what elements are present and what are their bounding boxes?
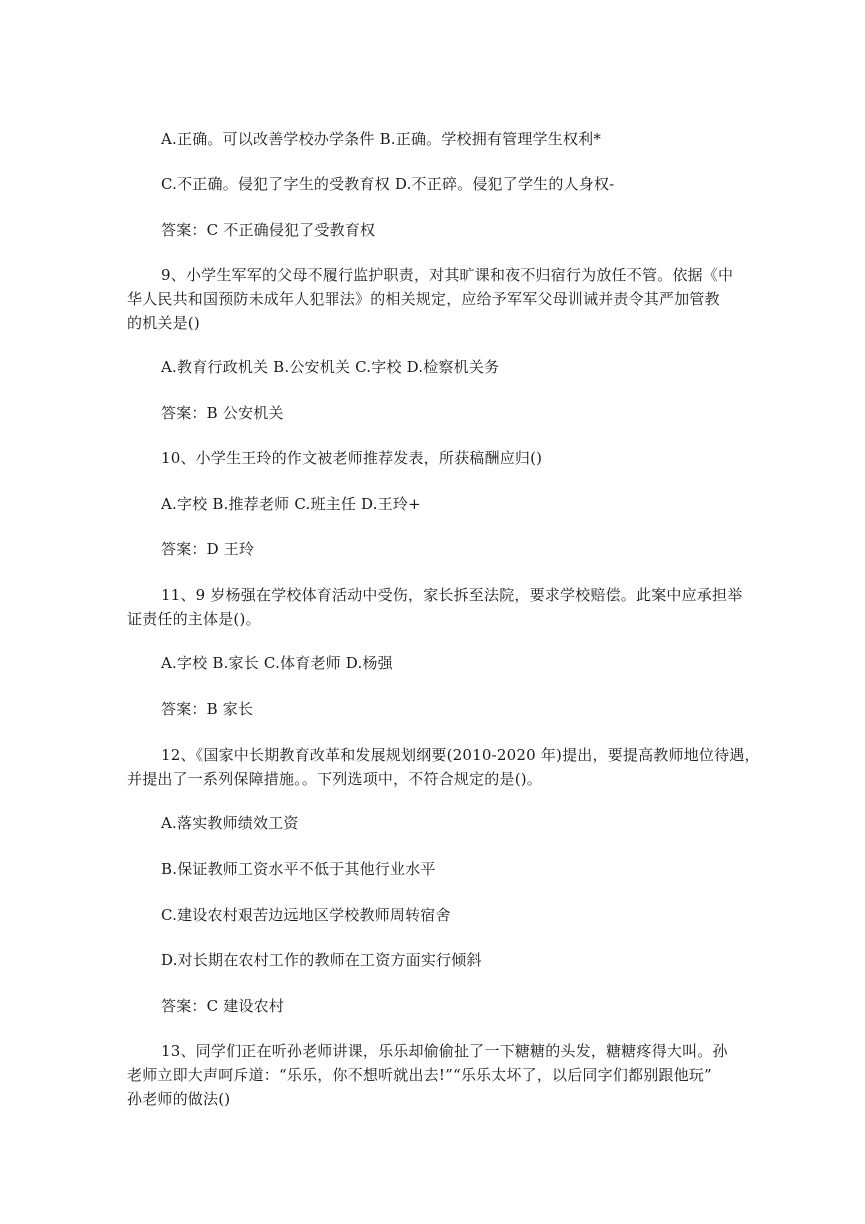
q12-option-a: A.落实教师绩效工资 [161, 814, 299, 832]
q12-stem-line-1: 12、《国家中长期教育改革和发展规划纲要(2010-2020 年)提出，要提高教师地位待遇， [161, 746, 760, 764]
q8-answer: 答案：C 不正确侵犯了受教育权 [161, 221, 376, 239]
q8-options-line-2: C.不正确。侵犯了字生的受教育权 D.不正碎。侵犯了学生的人身权- [161, 175, 615, 193]
q13-stem-line-3: 孙老师的做法() [127, 1090, 231, 1108]
q11-stem [127, 583, 743, 631]
q12-answer: 答案：C 建设农村 [161, 997, 285, 1015]
q9-options: A.教育行政机关 B.公安机关 C.字校 D.检察机关务 [161, 358, 500, 376]
q11-stem-line-2: 证责任的主体是()。 [127, 610, 261, 628]
q13-stem-line-2: 老师立即大声呵斥道：“乐乐，你不想听就出去!”“乐乐太坏了，以后同字们都别跟他玩” [127, 1066, 712, 1084]
q9-stem-line-3: 的机关是() [127, 314, 200, 332]
q12-option-b: B.保证教师工资水平不低于其他行业水平 [161, 860, 436, 878]
q8-options-line-1: A.正确。可以改善学校办学条件 B.正确。学校拥有管理学生权利* [161, 130, 602, 148]
q9-answer: 答案：B 公安机关 [161, 404, 284, 422]
q12-option-d: D.对长期在农村工作的教师在工资方面实行倾斜 [161, 951, 482, 969]
q9-stem-line-1: 9、小学生军军的父母不履行监护职责，对其旷课和夜不归宿行为放任不管。依据《中 [161, 266, 734, 284]
q12-stem-line-2: 并提出了一系列保障措施。。下列选项中，不符合规定的是()。 [127, 770, 543, 788]
q11-answer: 答案：B 家长 [161, 700, 254, 718]
q12-option-c: C.建设农村艰苦边远地区学校教师周转宿舍 [161, 906, 451, 924]
q11-options: A.字校 B.家长 C.体育老师 D.杨强 [161, 654, 393, 672]
q13-stem-line-1: 13、同学们正在听孙老师讲课，乐乐却偷偷扯了一下糖糖的头发，糖糖疼得大叫。孙 [161, 1042, 728, 1060]
q9-stem-line-2: 华人民共和国预防未成年人犯罪法》的相关规定，应给予军军父母训诫并责令其严加管教 [127, 290, 720, 308]
q11-stem-line-1: 11、9 岁杨强在学校体育活动中受伤，家长拆至法院，要求学校赔偿。此案中应承担举 [161, 586, 743, 604]
q10-answer: 答案：D 王玲 [161, 540, 255, 558]
q9-stem [127, 263, 734, 335]
q12-stem [127, 743, 760, 791]
q10-stem: 10、小学生王玲的作文被老师推荐发表，所获稿酬应归() [161, 449, 543, 467]
q10-options: A.字校 B.推荐老师 C.班主任 D.王玲+ [161, 495, 421, 513]
q13-stem [127, 1039, 728, 1111]
